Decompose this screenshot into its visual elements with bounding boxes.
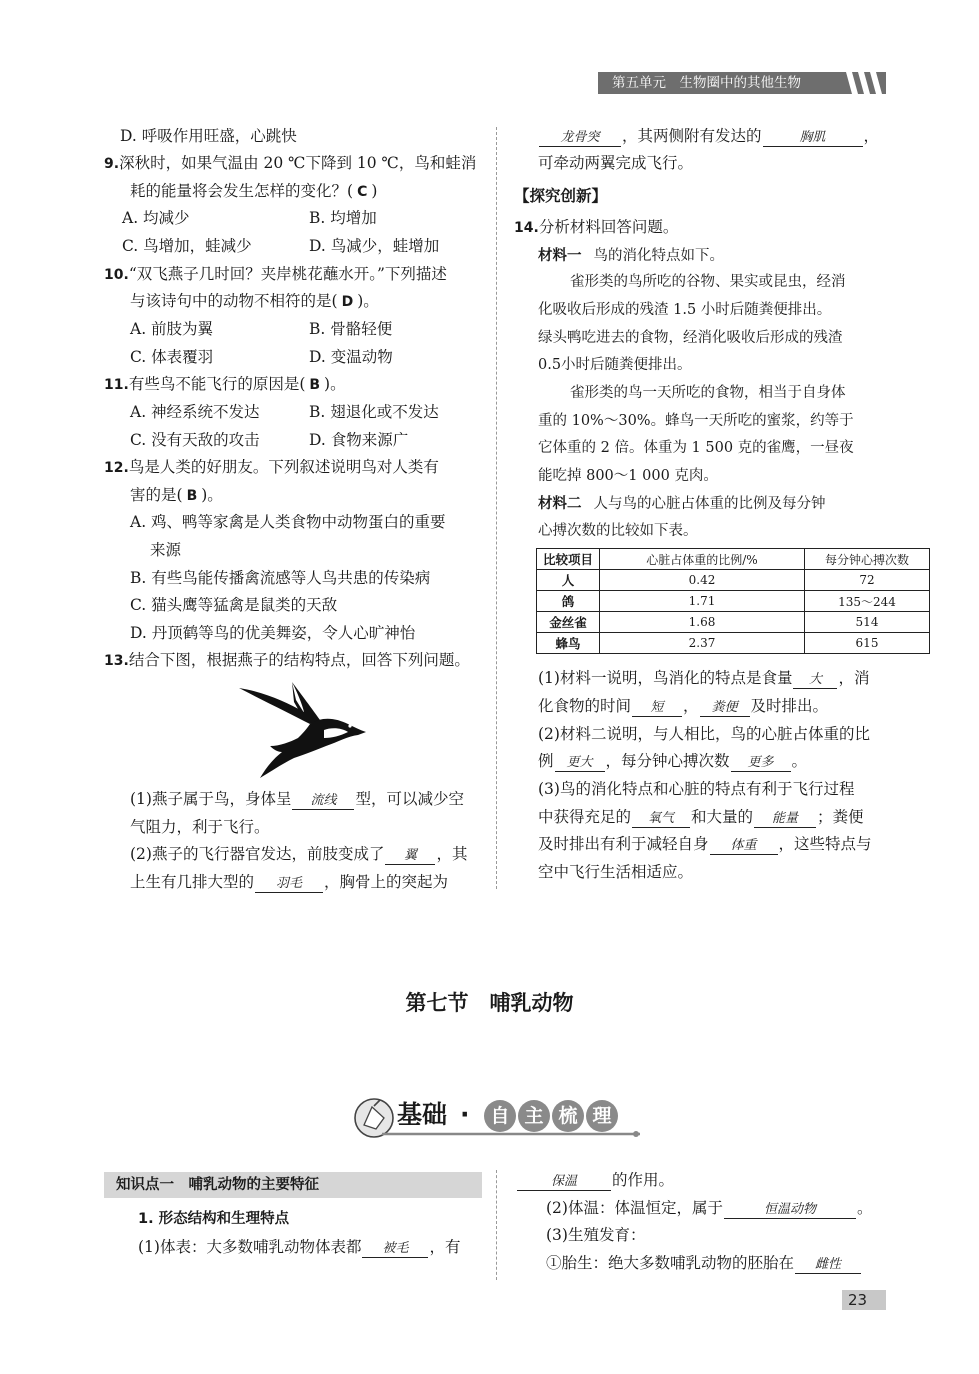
chapter-header: 第五单元 生物圈中的其他生物 <box>612 75 801 91</box>
table-cell: 72 <box>805 570 930 591</box>
bottom-right-line: ①胎生：绝大多数哺乳动物的胚胎在 雌性 <box>546 1253 862 1274</box>
table-row <box>537 612 930 633</box>
table-header-cell: 比较项目 <box>537 549 600 570</box>
q12-option-a-cont: 来源 <box>150 541 182 559</box>
fill-blank: 氧气 <box>632 810 690 828</box>
answer-mark: D <box>341 294 354 310</box>
question-9-line2: 耗的能量将会发生怎样的变化？( C ) <box>130 182 378 200</box>
q12-option-d: D. 丹顶鹤等鸟的优美舞姿，令人心旷神怡 <box>130 624 416 642</box>
fill-blank: 流线 <box>292 792 354 810</box>
table-header-row <box>537 549 930 570</box>
table-row <box>537 633 930 654</box>
q13-part2-end: 龙骨突 ，其两侧附有发达的 胸肌 ， <box>538 126 879 147</box>
q11-option-b: B. 翅退化或不发达 <box>309 403 439 421</box>
banner-char: 主 <box>518 1100 550 1132</box>
table-header-cell: 心脏占体重的比例/% <box>600 549 805 570</box>
q13-part1: (1)燕子属于鸟，身体呈 流线 型，可以减少空 <box>130 790 464 808</box>
table-cell: 514 <box>805 612 930 633</box>
material-1-line: 能吃掉 800～1 000 克肉。 <box>538 468 718 484</box>
q11-option-d: D. 食物来源广 <box>309 431 409 449</box>
q8-option-d: D. 呼吸作用旺盛，心跳快 <box>120 127 297 145</box>
fill-blank: 恒温动物 <box>724 1201 856 1219</box>
material-1-line: 雀形类的鸟一天所吃的食物，相当于自身体 <box>570 385 846 401</box>
table-cell: 1.71 <box>600 591 805 612</box>
bottom-left-line: (1)体表：大多数哺乳动物体表都 被毛 ，有 <box>138 1238 461 1256</box>
q11-option-a: A. 神经系统不发达 <box>130 403 260 421</box>
bottom-right-line: 保温 的作用。 <box>516 1170 674 1191</box>
table-cell: 金丝雀 <box>537 612 600 633</box>
material-1-heading: 材料一 鸟的消化特点如下。 <box>538 248 724 264</box>
heart-comparison-table <box>536 548 930 654</box>
fill-blank: 被毛 <box>362 1240 428 1258</box>
question-11: 11.有些鸟不能飞行的原因是( B )。 <box>104 375 346 393</box>
banner-title: 基础 <box>397 1100 448 1129</box>
page-number: 23 <box>848 1291 868 1309</box>
fill-blank: 短 <box>632 699 682 717</box>
q14-sub3-cont2: 及时排出有利于减轻自身 体重 ，这些特点与 <box>538 835 872 853</box>
fill-blank: 翼 <box>385 847 435 865</box>
bottom-right-line: (2)体温：体温恒定，属于 恒温动物 。 <box>546 1199 873 1217</box>
bottom-right-line: (3)生殖发育： <box>546 1226 646 1244</box>
table-cell: 鸽 <box>537 591 600 612</box>
q13-part1-cont: 气阻力，利于飞行。 <box>130 818 270 836</box>
table-cell: 0.42 <box>600 570 805 591</box>
table-cell: 人 <box>537 570 600 591</box>
material-1-line: 它体重的 2 倍。体重为 1 500 克的雀鹰，一昼夜 <box>538 440 854 456</box>
q9-option-b: B. 均增加 <box>309 209 377 227</box>
question-10: 10.“双飞燕子几时回？夹岸桃花蘸水开。”下列描述 <box>104 265 447 283</box>
question-14: 14.分析材料回答问题。 <box>514 218 679 236</box>
question-13: 13.结合下图，根据燕子的结构特点，回答下列问题。 <box>104 651 470 669</box>
table-cell: 2.37 <box>600 633 805 654</box>
banner-char: 梳 <box>552 1100 584 1132</box>
q14-sub3: (3)鸟的消化特点和心脏的特点有利于飞行过程 <box>538 780 855 798</box>
fill-blank: 羽毛 <box>255 875 323 893</box>
q14-sub2: (2)材料二说明，与人相比，鸟的心脏占体重的比 <box>538 725 870 743</box>
table-cell: 蜂鸟 <box>537 633 600 654</box>
knowledge-point-title: 知识点一 哺乳动物的主要特征 <box>116 1177 319 1193</box>
banner-char: 自 <box>484 1100 516 1132</box>
q14-sub1-cont: 化食物的时间 短 ， 粪便 及时排出。 <box>538 697 829 715</box>
q13-part2-cont: 上生有几排大型的 羽毛 ，胸骨上的突起为 <box>130 873 449 891</box>
q9-option-d: D. 鸟减少，蛙增加 <box>309 237 440 255</box>
fill-blank: 更大 <box>555 754 605 772</box>
table-header-cell: 每分钟心搏次数 <box>805 549 930 570</box>
q11-option-c: C. 没有天敌的攻击 <box>130 431 260 449</box>
question-12: 12.鸟是人类的好朋友。下列叙述说明鸟对人类有 <box>104 458 439 476</box>
section-title: 第七节 哺乳动物 <box>405 991 574 1015</box>
header-stripes-decoration <box>842 70 888 96</box>
material-2-heading: 材料二 人与鸟的心脏占体重的比例及每分钟 <box>538 496 826 512</box>
subsection-title: 1. 形态结构和生理特点 <box>138 1211 290 1227</box>
banner-dot: · <box>460 1100 470 1129</box>
table-cell: 1.68 <box>600 612 805 633</box>
q14-sub3-cont3: 空中飞行生活相适应。 <box>538 863 694 881</box>
column-divider <box>496 127 497 889</box>
table-row <box>537 570 930 591</box>
question-10-line2: 与该诗句中的动物不相符的是( D )。 <box>130 292 379 310</box>
q9-option-a: A. 均减少 <box>122 209 190 227</box>
swallow-illustration <box>236 680 370 778</box>
q12-option-c: C. 猫头鹰等猛禽是鼠类的天敌 <box>130 596 338 614</box>
fill-blank: 体重 <box>710 837 778 855</box>
table-cell: 135～244 <box>805 591 930 612</box>
fill-blank: 龙骨突 <box>539 129 621 147</box>
q10-option-a: A. 前肢为翼 <box>130 320 214 338</box>
material-1-line: 0.5小时后随粪便排出。 <box>538 357 692 373</box>
answer-mark: B <box>186 488 198 504</box>
material-1-line: 绿头鸭吃进去的食物，经消化吸收后形成的残渣 <box>538 330 843 346</box>
fill-blank: 雌性 <box>795 1256 861 1274</box>
material-1-line: 重的 10%～30%。蜂鸟一天所吃的蜜浆，约等于 <box>538 413 854 429</box>
answer-mark: B <box>309 377 321 393</box>
q10-option-b: B. 骨骼轻便 <box>309 320 393 338</box>
banner-char: 理 <box>586 1100 618 1132</box>
fill-blank: 更多 <box>731 754 791 772</box>
q13-part2: (2)燕子的飞行器官发达，前肢变成了 翼 ，其 <box>130 845 468 863</box>
q14-sub3-cont: 中获得充足的 氧气 和大量的 能量 ；粪便 <box>538 808 864 826</box>
explore-heading: 【探究创新】 <box>514 187 608 205</box>
q12-option-b: B. 有些鸟能传播禽流感等人鸟共患的传染病 <box>130 569 431 587</box>
material-1-line: 化吸收后形成的残渣 1.5 小时后随粪便排出。 <box>538 302 832 318</box>
column-divider <box>496 1170 497 1280</box>
q14-sub1: (1)材料一说明，鸟消化的特点是食量 大 ，消 <box>538 669 870 687</box>
q12-option-a: A. 鸡、鸭等家禽是人类食物中动物蛋白的重要 <box>130 513 446 531</box>
answer-mark: C <box>357 184 368 200</box>
material-1-line: 雀形类的鸟所吃的谷物、果实或昆虫，经消 <box>570 274 846 290</box>
q10-option-d: D. 变温动物 <box>309 348 393 366</box>
table-cell: 615 <box>805 633 930 654</box>
fill-blank: 能量 <box>754 810 816 828</box>
material-2-line: 心搏次数的比较如下表。 <box>538 523 698 539</box>
fill-blank: 粪便 <box>700 699 750 717</box>
table-row <box>537 591 930 612</box>
q10-option-c: C. 体表覆羽 <box>130 348 214 366</box>
question-12-line2: 害的是( B )。 <box>130 486 223 504</box>
q13-part2-end2: 可牵动两翼完成飞行。 <box>538 154 694 172</box>
fill-blank: 胸肌 <box>763 129 863 147</box>
q14-sub2-cont: 例 更大 ，每分钟心搏次数 更多 。 <box>538 752 808 770</box>
q9-option-c: C. 鸟增加，蛙减少 <box>122 237 252 255</box>
fill-blank: 保温 <box>517 1173 611 1191</box>
fill-blank: 大 <box>793 671 837 689</box>
question-9: 9.深秋时，如果气温由 20 ℃下降到 10 ℃，鸟和蛙消 <box>104 154 477 172</box>
